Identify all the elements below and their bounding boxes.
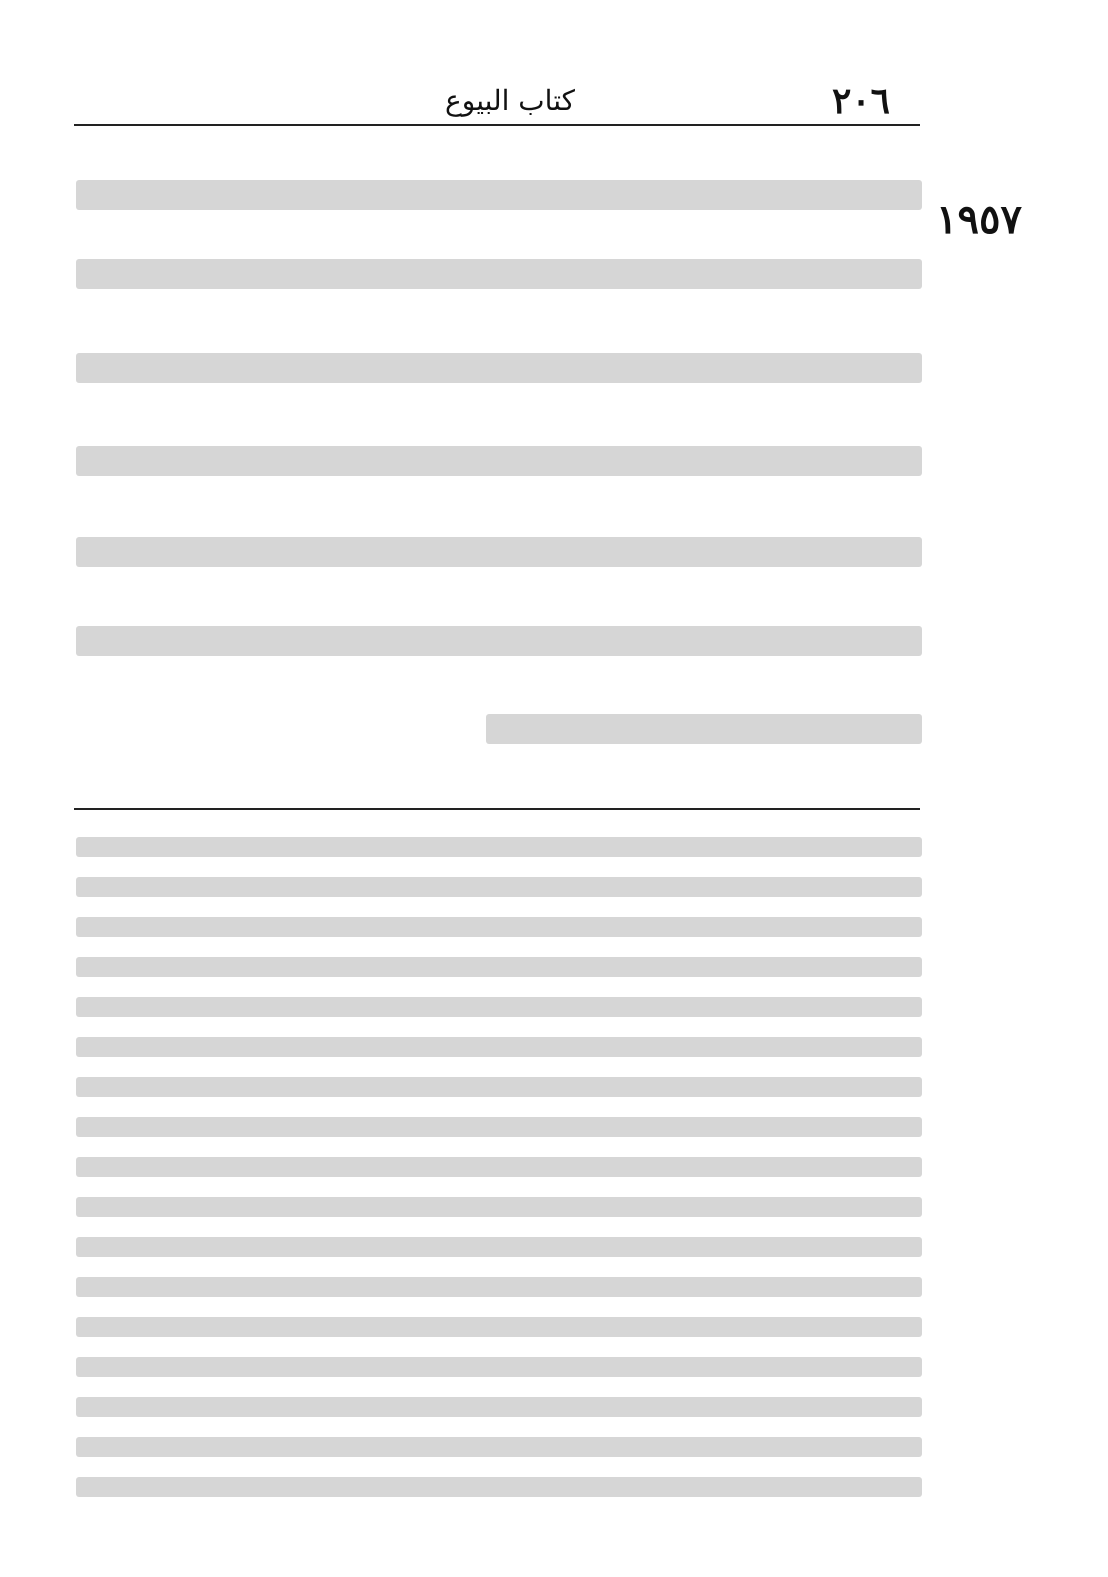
commentary-line [76,1397,922,1417]
running-title: كتاب البيوع [445,84,575,117]
header-divider [74,124,920,126]
commentary-line [76,1277,922,1297]
commentary-line [76,1437,922,1457]
commentary-line [76,1357,922,1377]
commentary-line [76,957,922,977]
footnote-divider [74,808,920,810]
commentary-line [76,1117,922,1137]
hadith-line [76,537,922,567]
commentary-line [76,1317,922,1337]
hadith-line [76,446,922,476]
commentary-line [76,1197,922,1217]
commentary-line [76,1077,922,1097]
hadith-line [76,180,922,210]
hadith-line [486,714,922,744]
hadith-line [76,626,922,656]
hadith-line [76,259,922,289]
commentary-line [76,1037,922,1057]
commentary-line [76,837,922,857]
commentary-line [76,877,922,897]
hadith-line [76,353,922,383]
page-number: ٢٠٦ [832,80,891,122]
commentary-line [76,1237,922,1257]
hadith-number: ١٩٥٧ [936,196,1022,243]
commentary-line [76,1157,922,1177]
commentary-line [76,917,922,937]
commentary-line [76,1477,922,1497]
commentary-line [76,997,922,1017]
